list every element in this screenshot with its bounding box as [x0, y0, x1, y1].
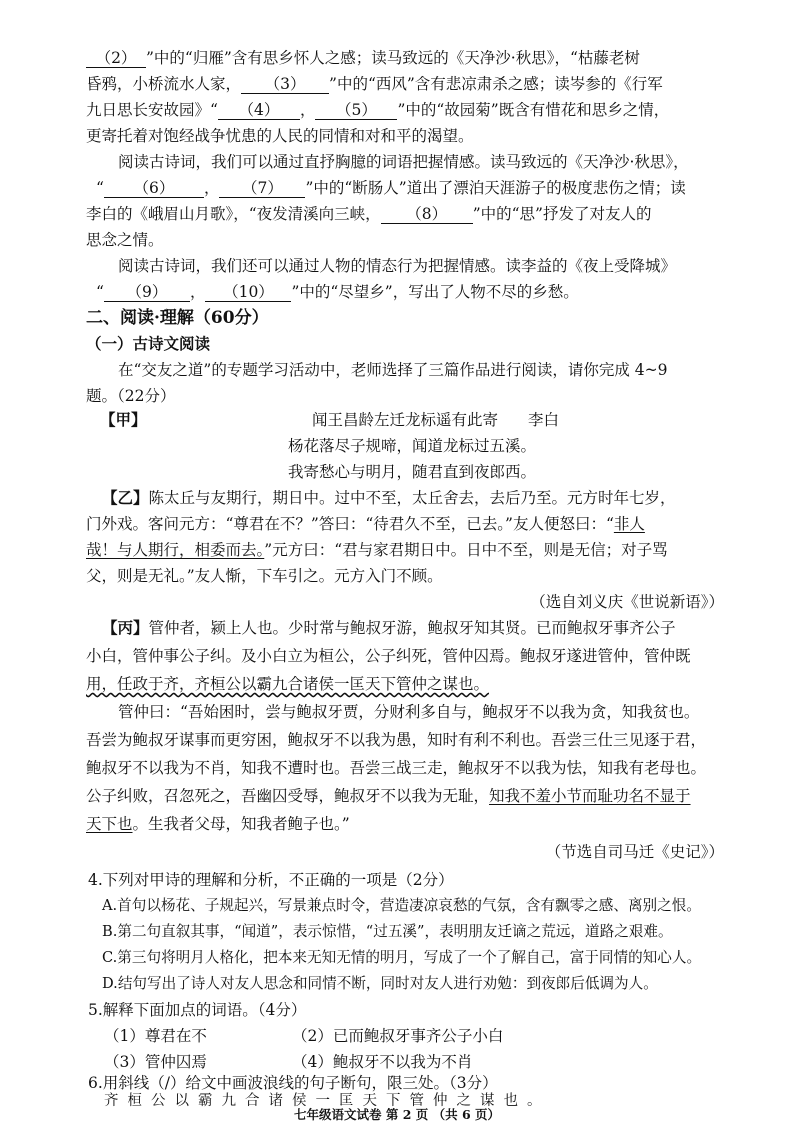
bing-line-8: 天下也。生我者父母，知我者鲍子也。” — [86, 815, 350, 833]
task-line-2: 题。（22分） — [86, 387, 176, 405]
yi-underlined-sentence-part-1: 非人 — [613, 515, 645, 533]
intro-line-3: 九日思长安故园》“ （4） ， （5） ”中的“故园菊”既含有惜花和思乡之情， — [86, 101, 670, 119]
q5-stem: 5.解释下面加点的词语。（4分） — [88, 1001, 307, 1019]
bing-underlined-sentence-part-1: 知我不羞小节而耻功名不显于 — [489, 787, 691, 805]
jia-label: 【甲】 — [100, 410, 147, 429]
intro-line-9: 阅读古诗词，我们还可以通过人物的情态行为把握情感。读李益的《夜上受降城》 — [118, 257, 677, 275]
q5-item-4: （4）鲍叔牙不以我为不肖 — [292, 1053, 473, 1071]
intro-line-2: 昏鸦，小桥流水人家， （3） ”中的“西风”含有悲凉肃杀之感；读岑参的《行军 — [86, 75, 663, 93]
poem-title: 闻王昌龄左迁龙标遥有此寄 — [312, 411, 499, 429]
poem-author: 李白 — [528, 411, 560, 429]
yi-line-2: 门外戏。客问元方：“尊君在不？”答曰：“待君久不至，已去。”友人便怒曰：“非人 — [86, 515, 645, 533]
yi-line-4: 父，则是无礼。”友人惭，下车引之。元方入门不顾。 — [86, 567, 443, 585]
bing-label: 【丙】 — [102, 618, 149, 637]
blank-4[interactable]: （4） — [218, 101, 300, 120]
q4-stem: 4.下列对甲诗的理解和分析，不正确的一项是（2分） — [88, 871, 454, 889]
blank-10[interactable]: （10） — [205, 283, 291, 302]
bing-source: （节选自司马迁《史记》） — [545, 843, 724, 861]
q4-option-c[interactable]: C.第三句将明月人格化，把本来无知无情的明月，写成了一个了解自己，富于同情的知心人。 — [102, 949, 702, 966]
poem-line-2: 我寄愁心与明月，随君直到夜郎西。 — [288, 463, 537, 481]
intro-line-1: （2） ”中的“归雁”含有思乡怀人之感；读马致远的《天净沙·秋思》，“枯藤老树 — [86, 48, 640, 68]
task-line-1: 在“交友之道”的专题学习活动中，老师选择了三篇作品进行阅读，请你完成 4~9 — [118, 361, 668, 379]
bing-line-7: 公子纠败，召忽死之，吾幽囚受辱，鲍叔牙不以我为无耻，知我不羞小节而耻功名不显于 — [86, 787, 691, 805]
page-footer: 七年级语文试卷 第 2 页 （共 6 页） — [293, 1107, 500, 1122]
q6-stem: 6.用斜线（/）给文中画波浪线的句子断句，限三处。（3分） — [88, 1074, 498, 1092]
q4-option-a[interactable]: A.首句以杨花、子规起兴，写景兼点时令，营造凄凉哀愁的气氛，含有飘零之感、离别之恨。 — [102, 897, 701, 914]
intro-line-4: 更寄托着对饱经战争忧患的人民的同情和对和平的渴望。 — [86, 127, 474, 145]
bing-line-2: 小白，管仲事公子纠。及小白立为桓公，公子纠死，管仲囚焉。鲍叔牙遂进管仲，管仲既 — [86, 647, 691, 665]
blank-6[interactable]: （6） — [104, 179, 204, 198]
subsection-heading: （一）古诗文阅读 — [86, 334, 211, 353]
blank-8[interactable]: （8） — [381, 205, 473, 224]
q5-item-3: （3）管仲囚焉 — [104, 1053, 207, 1071]
blank-2[interactable]: （2） — [86, 49, 146, 68]
intro-line-5: 阅读古诗词，我们可以通过直抒胸臆的词语把握情感。读马致远的《天净沙·秋思》， — [118, 153, 689, 171]
intro-line-7: 李白的《峨眉山月歌》，“夜发清溪向三峡， （8） ”中的“思”抒发了对友人的 — [86, 205, 652, 223]
bing-line-1: 【丙】管仲者，颍上人也。少时常与鲍叔牙游，鲍叔牙知其贤。已而鲍叔牙事齐公子 — [102, 618, 676, 637]
intro-line-8: 思念之情。 — [86, 231, 164, 249]
section-heading: 二、阅读·理解（60分） — [86, 308, 269, 328]
q4-option-b[interactable]: B.第二句直叙其事，“闻道”，表示惊惜，“过五溪”，表明朋友迁谪之荒远，道路之艰难。 — [102, 923, 673, 940]
bing-line-4: 管仲曰：“吾始困时，尝与鲍叔牙贾，分财利多自与，鲍叔牙不以我为贪，知我贫也。 — [118, 703, 700, 721]
bing-line-6: 鲍叔牙不以我为不肖，知我不遭时也。吾尝三战三走，鲍叔牙不以我为怯，知我有老母也。 — [86, 759, 707, 777]
bing-underlined-sentence-part-2: 天下也 — [86, 815, 133, 833]
yi-line-1: 【乙】陈太丘与友期行，期日中。过中不至，太丘舍去，去后乃至。元方时年七岁， — [102, 488, 676, 507]
q5-item-2: （2）已而鲍叔牙事齐公子小白 — [292, 1027, 504, 1045]
yi-underlined-sentence-part-2: 哉！与人期行，相委而去。 — [86, 541, 265, 559]
yi-source: （选自刘义庆《世说新语》） — [530, 593, 724, 611]
blank-3[interactable]: （3） — [241, 75, 329, 94]
q6-sentence[interactable]: 齐桓公以霸九合诸侯一匡天下管仲之谋也。 — [104, 1093, 551, 1109]
blank-5[interactable]: （5） — [315, 101, 397, 120]
q4-option-d[interactable]: D.结句写出了诗人对友人思念和同情不断，同时对友人进行劝勉：到夜郎后低调为人。 — [102, 975, 658, 992]
poem-line-1: 杨花落尽子规啼，闻道龙标过五溪。 — [288, 437, 537, 455]
q5-item-1: （1）尊君在不 — [104, 1027, 207, 1045]
bing-line-3 — [86, 674, 489, 694]
intro-line-6: “ （6） ， （7） ”中的“断肠人”道出了漂泊天涯游子的极度悲伤之情；读 — [96, 179, 686, 197]
yi-line-3: 哉！与人期行，相委而去。”元方曰：“君与家君期日中。日中不至，则是无信；对子骂 — [86, 541, 668, 559]
bing-line-5: 吾尝为鲍叔牙谋事而更穷困，鲍叔牙不以我为愚，知时有利不利也。吾尝三仕三见逐于君， — [86, 731, 707, 749]
yi-label: 【乙】 — [102, 488, 149, 507]
intro-line-10: “ （9） ， （10） ”中的“尽望乡”，写出了人物不尽的乡愁。 — [96, 283, 579, 301]
blank-9[interactable]: （9） — [104, 283, 190, 302]
bing-wavy-sentence-line: 用，任政于齐，齐桓公以霸九合诸侯一匡天下管仲之谋也。 — [86, 675, 490, 693]
blank-7[interactable]: （7） — [219, 179, 305, 198]
